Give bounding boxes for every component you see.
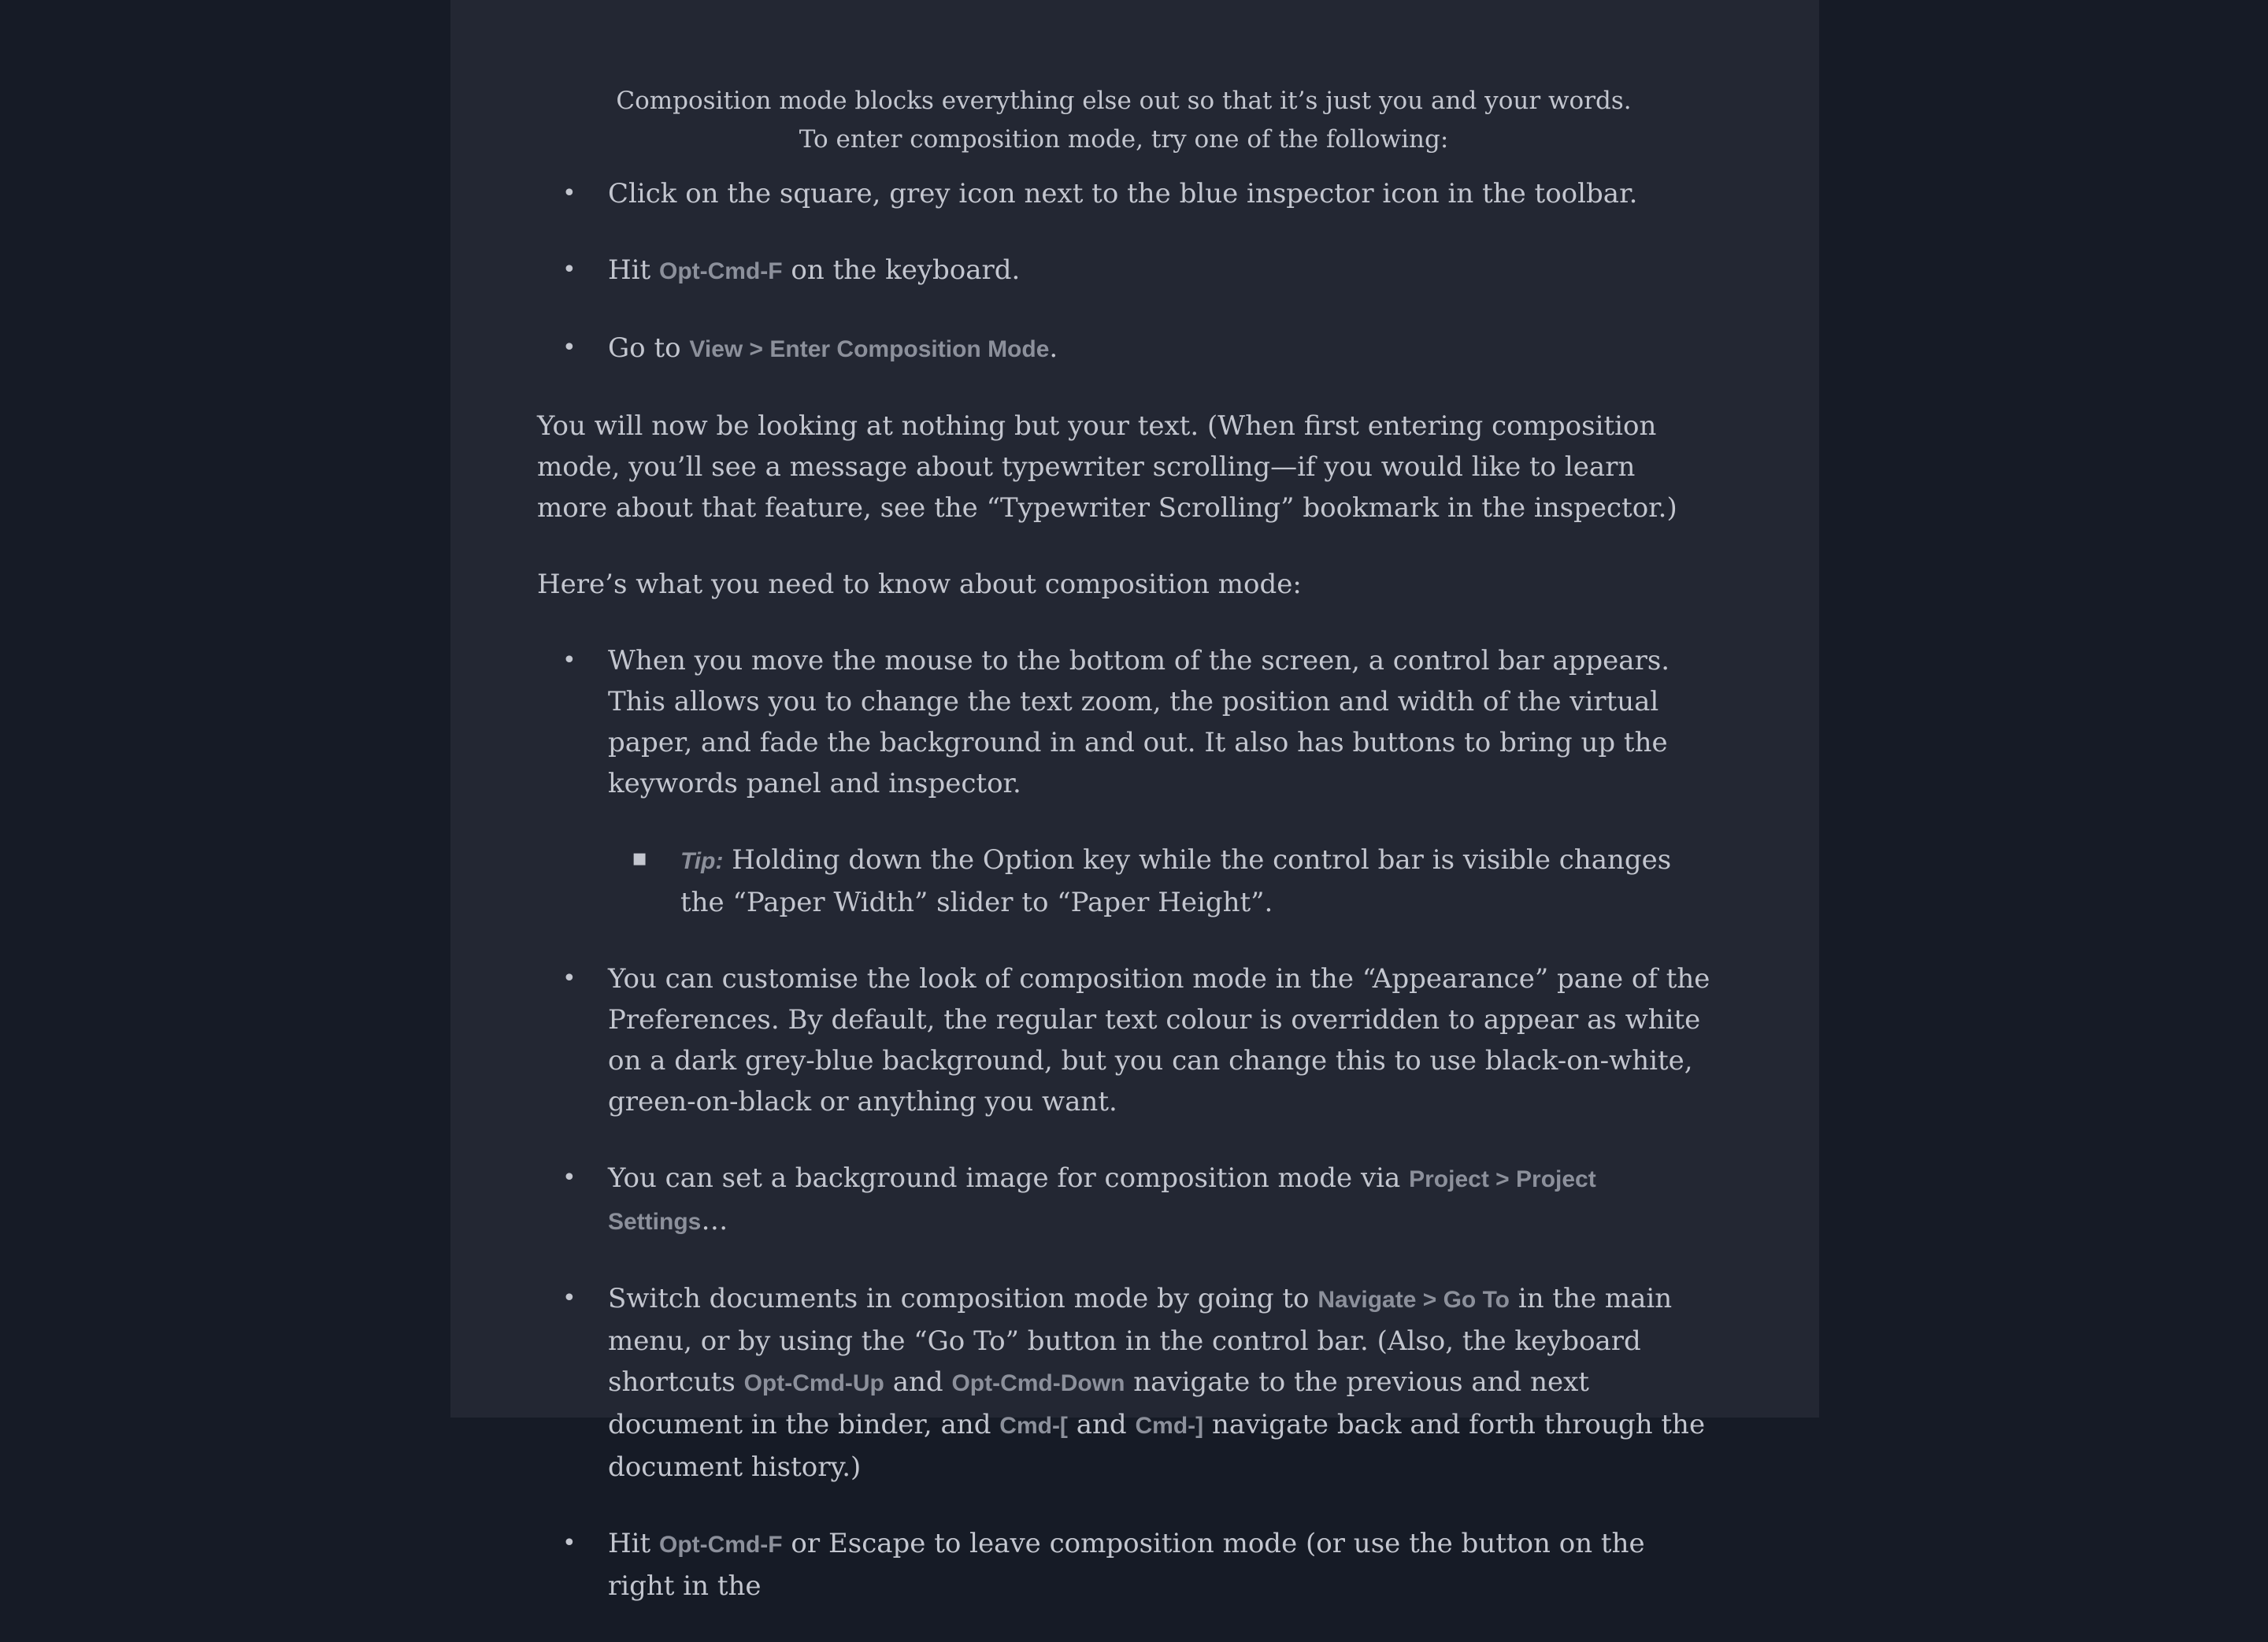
keyboard-shortcut: Opt-Cmd-F [659,258,783,284]
keyboard-shortcut: Opt-Cmd-Down [951,1370,1125,1396]
bullet: • [562,1529,576,1557]
list-item-text: When you move the mouse to the bottom of the screen, a control bar appears. This allows you to change the text zoom, the position and width of the virtual paper, and fade the background in and out. It also has buttons to bring up the keywords panel and inspector. [608,645,1670,799]
list-item-text: Hit [608,1528,659,1559]
menu-path: Navigate > Go To [1317,1287,1510,1313]
menu-path: View > Enter Composition Mode [689,336,1050,362]
list-item-text: Switch documents in composition mode by going to [608,1283,1318,1314]
list-item [537,1523,1710,1607]
bullet: • [562,256,576,284]
list-item [537,250,1710,292]
sub-list [608,840,1710,923]
bullet: • [562,965,576,992]
list-item [537,958,1710,1122]
bullet: • [562,647,576,674]
list-item [537,1278,1710,1488]
list-item-text: and [1067,1409,1136,1440]
sub-list-item [608,840,1710,923]
composition-paper [450,0,1819,1602]
list-item [537,173,1710,214]
menu-path: Project > Project Settings [608,1166,1596,1235]
list-item-text: navigate back and forth through the document history.) [608,1409,1706,1483]
paragraph: Here’s what you need to know about composition mode: [537,569,1302,600]
list-item [537,1158,1710,1243]
list-item-text: in the main menu, or by using the “Go To” button in the control bar. (Also, the keyboard shortcuts [608,1283,1673,1398]
list-item-text: You can set a background image for composition mode via [608,1162,1410,1194]
list-item-text: You can customise the look of composition mode in the “Appearance” pane of the Preferences. By default, the regular text colour is overridden to appear as white on a dark grey-blue background, but you can change this to use black-on-white, green-on-black or anything you want. [608,963,1710,1118]
list-item-text: Hit [608,254,659,286]
list-item-text: navigate to the previous and next document in the binder, and [608,1366,1589,1440]
sub-bullet: ▪ [632,844,648,872]
bullet: • [562,1164,576,1192]
list-item-text: and [884,1366,952,1398]
list-item-text: on the keyboard. [782,254,1021,286]
bullet: • [562,1284,576,1312]
list-item-text: … [701,1205,728,1236]
paragraph: You will now be looking at nothing but your text. (When first entering composition mode, you’ll see a message about typewriter scrolling—if you would like to learn more about that feature, see the “Typewriter Scrolling” bookmark in the inspector.) [537,410,1677,524]
document-text[interactable] [537,82,1710,1642]
list-item-text: or Escape to leave composition mode (or use the button on the right in the [608,1528,1645,1602]
intro-paragraph: Composition mode blocks everything else out so that it’s just you and your words. To enter composition mode, try one of the following: [616,87,1632,154]
list-item-text: Click on the square, grey icon next to the blue inspector icon in the toolbar. [608,178,1638,209]
list-item [537,640,1710,923]
list-item-text: . [1049,332,1058,364]
tip-label: Tip: [680,848,724,874]
enter-methods-list [537,173,1710,370]
composition-tips-list [537,640,1710,1607]
bullet: • [562,180,576,207]
list-item-text: Go to [608,332,690,364]
keyboard-shortcut: Opt-Cmd-F [659,1532,783,1558]
keyboard-shortcut: Cmd-[ [999,1413,1068,1439]
list-item [537,328,1710,370]
tip-text: Holding down the Option key while the control bar is visible changes the “Paper Width” slider to “Paper Height”. [680,844,1672,918]
keyboard-shortcut: Cmd-] [1135,1413,1204,1439]
keyboard-shortcut: Opt-Cmd-Up [743,1370,884,1396]
bullet: • [562,334,576,361]
